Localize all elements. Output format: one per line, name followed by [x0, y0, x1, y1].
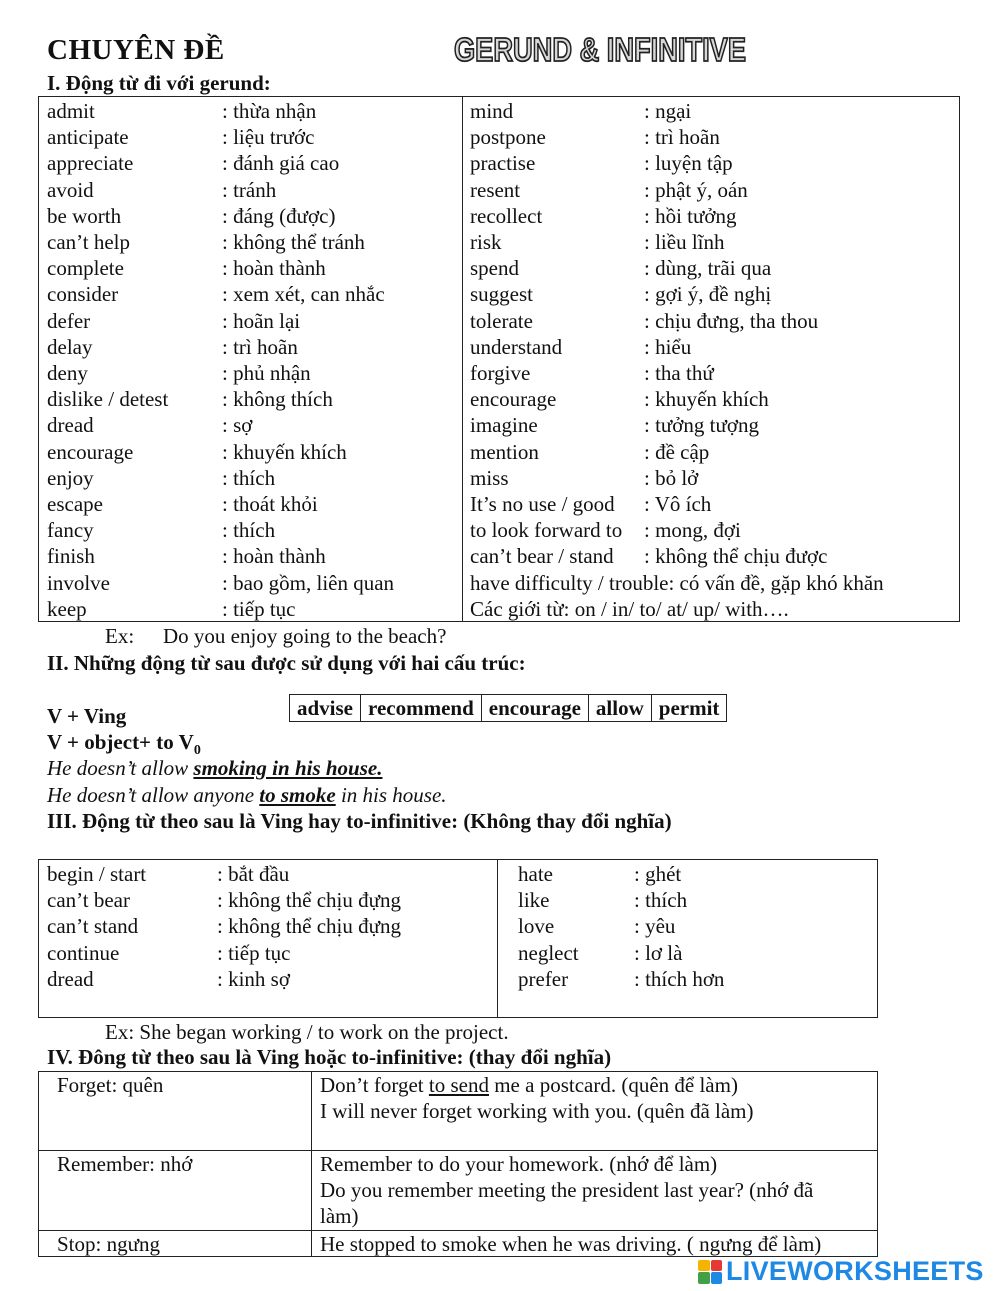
gerund-verb-meaning: : thích	[222, 465, 276, 490]
no-change-verb-row	[498, 861, 877, 887]
gerund-verb-row	[39, 150, 462, 176]
gerund-verb-meaning: : đánh giá cao	[222, 151, 340, 176]
section-2-example-2-underlined: to smoke	[259, 783, 336, 807]
gerund-verb-meaning: : tưởng tượng	[644, 413, 759, 438]
gerund-verb-verb: enjoy	[47, 465, 94, 490]
gerund-verb-row	[39, 308, 462, 334]
gerund-verb-meaning: : không thể chịu được	[644, 544, 828, 569]
gerund-verb-row	[39, 281, 462, 307]
forget-example-1	[320, 1072, 738, 1098]
gerund-verb-row	[39, 255, 462, 281]
gerund-note-row	[463, 596, 959, 622]
gerund-verb-verb: practise	[470, 151, 536, 176]
no-change-verb-verb: can’t stand	[47, 914, 139, 939]
gerund-verb-verb: avoid	[47, 177, 94, 202]
gerund-verb-verb: risk	[470, 230, 502, 254]
gerund-verb-row	[463, 439, 959, 465]
gerund-verb-verb: forgive	[470, 361, 531, 385]
two-structure-verbs-table	[289, 694, 727, 722]
gerund-verb-verb: encourage	[470, 387, 557, 412]
gerund-verb-verb: suggest	[470, 282, 533, 307]
gerund-verb-verb: to look forward to	[470, 518, 623, 543]
no-change-verb-verb: hate	[518, 862, 553, 886]
no-change-verb-row	[39, 966, 497, 992]
gerund-verb-meaning: : trì hoãn	[222, 334, 298, 359]
gerund-verb-meaning: : ngại	[644, 99, 692, 123]
gerund-verb-meaning: : trì hoãn	[644, 125, 720, 150]
gerund-verb-row	[39, 360, 462, 386]
gerund-note-row	[463, 570, 959, 596]
gerund-verb-verb: defer	[47, 308, 91, 333]
gerund-verb-row	[39, 412, 462, 438]
gerund-verb-row	[463, 203, 959, 229]
gerund-verb-row	[39, 386, 462, 412]
no-change-verb-verb: neglect	[518, 940, 579, 965]
gerund-verb-verb: recollect	[470, 203, 543, 228]
pattern-v-object-to-v	[47, 730, 201, 759]
gerund-verbs-left-column	[39, 97, 462, 621]
gerund-verb-row	[463, 386, 959, 412]
section-2-example-2-tail: in his house.	[335, 783, 447, 807]
gerund-verbs-table	[38, 96, 960, 622]
example-1-label: Ex:	[105, 624, 135, 648]
gerund-verb-verb: deny	[47, 361, 88, 385]
gerund-note-verb: have difficulty / trouble: có vấn đề, gặp khó khăn	[470, 570, 884, 595]
verb-chip-recommend: recommend	[361, 695, 482, 722]
liveworksheets-brand: LIVEWORKSHEETS	[726, 1256, 984, 1286]
no-change-verb-verb: like	[518, 888, 550, 913]
gerund-verb-meaning: : khuyến khích	[222, 439, 347, 464]
pattern-v-ving: V + Ving	[47, 704, 127, 728]
gerund-verb-row	[39, 517, 462, 543]
no-change-verb-row	[498, 913, 877, 939]
gerund-verb-verb: dislike / detest	[47, 387, 169, 412]
gerund-verb-verb: tolerate	[470, 308, 533, 333]
gerund-verb-meaning: : không thể tránh	[222, 230, 365, 254]
no-change-verb-meaning: : không thể chịu đựng	[217, 914, 402, 939]
gerund-verb-row	[39, 124, 462, 150]
gerund-verb-row	[463, 517, 959, 543]
gerund-verb-meaning: : tiếp tục	[222, 596, 296, 621]
gerund-verb-row	[463, 334, 959, 360]
pattern-subscript: 0	[193, 743, 201, 759]
gerund-verb-row	[39, 334, 462, 360]
gerund-verb-verb: finish	[47, 544, 95, 569]
remember-example-2-cont: làm)	[320, 1204, 359, 1228]
gerund-verb-meaning: : không thích	[222, 387, 333, 412]
topic-banner-text: GERUND & INFINITIVE	[454, 31, 746, 68]
gerund-verb-verb: fancy	[47, 518, 94, 543]
pattern-v-object-to-v-text: V + object+ to V	[47, 730, 194, 754]
no-change-verb-meaning: : yêu	[634, 914, 676, 939]
section-2-example-2-text: He doesn’t allow anyone	[47, 783, 260, 807]
no-change-verb-meaning: : tiếp tục	[217, 940, 291, 965]
example-1-text: Do you enjoy going to the beach?	[163, 624, 447, 648]
no-change-verb-row	[498, 966, 877, 992]
gerund-verb-meaning: : khuyến khích	[644, 387, 769, 412]
gerund-verb-meaning: : Vô ích	[644, 492, 712, 516]
no-change-verb-row	[498, 940, 877, 966]
gerund-verb-verb: involve	[47, 570, 110, 595]
gerund-verb-meaning: : thích	[222, 518, 276, 543]
gerund-verb-verb: encourage	[47, 439, 134, 464]
gerund-verb-row	[463, 412, 959, 438]
gerund-verb-row	[463, 281, 959, 307]
gerund-verb-verb: appreciate	[47, 151, 134, 176]
gerund-verb-meaning: : hồi tưởng	[644, 203, 737, 228]
forget-example-1-text: Don’t forget	[320, 1073, 429, 1097]
gerund-verb-verb: spend	[470, 256, 519, 281]
section-3-heading: III. Động từ theo sau là Ving hay to-infinitive: (Không thay đổi nghĩa)	[47, 809, 672, 833]
gerund-verb-row	[39, 570, 462, 596]
gerund-verb-row	[463, 98, 959, 124]
gerund-verb-meaning: : liệu trước	[222, 125, 315, 150]
remember-example-2: Do you remember meeting the president last year? (nhớ đã	[320, 1178, 814, 1202]
section-2-heading: II. Những động từ sau được sử dụng với hai cấu trúc:	[47, 651, 526, 675]
gerund-verb-row	[39, 229, 462, 255]
no-change-verb-verb: can’t bear	[47, 888, 130, 913]
gerund-verb-row	[39, 177, 462, 203]
no-change-verb-meaning: : ghét	[634, 862, 682, 886]
gerund-verb-row	[463, 360, 959, 386]
gerund-verb-meaning: : hoàn thành	[222, 256, 326, 281]
no-change-verb-verb: love	[518, 914, 555, 939]
gerund-verb-meaning: : bao gồm, liên quan	[222, 570, 395, 595]
gerund-verb-meaning: : mong, đợi	[644, 518, 741, 543]
forget-example-1-tail: me a postcard. (quên để làm)	[488, 1073, 738, 1097]
gerund-verb-verb: complete	[47, 256, 124, 281]
topic-banner	[452, 27, 752, 77]
gerund-verb-row	[39, 98, 462, 124]
gerund-verb-row	[463, 124, 959, 150]
gerund-verb-row	[463, 229, 959, 255]
remember-label: Remember: nhớ	[57, 1152, 193, 1176]
gerund-verbs-right-column	[463, 97, 959, 621]
verb-chip-advise: advise	[290, 695, 361, 722]
gerund-verb-meaning: : đề cập	[644, 439, 710, 464]
gerund-verb-meaning: : thừa nhận	[222, 99, 317, 123]
no-change-right-column	[498, 860, 877, 1017]
no-change-verb-row	[39, 887, 497, 913]
forget-example-1-underlined: to send	[428, 1073, 489, 1097]
no-change-verb-verb: prefer	[518, 966, 569, 991]
gerund-verb-verb: It’s no use / good	[470, 492, 615, 516]
gerund-verb-verb: keep	[47, 596, 87, 621]
gerund-verb-verb: miss	[470, 465, 509, 490]
gerund-verb-meaning: : dùng, trãi qua	[644, 256, 772, 281]
section-1-heading: I. Động từ đi với gerund:	[47, 71, 271, 95]
no-change-verb-meaning: : kinh sợ	[217, 966, 290, 991]
section-4-heading: IV. Đông từ theo sau là Ving hoặc to-infinitive: (thay đổi nghĩa)	[47, 1045, 612, 1069]
gerund-verb-meaning: : sợ	[222, 413, 253, 438]
gerund-verb-meaning: : hoàn thành	[222, 544, 326, 569]
gerund-verb-row	[39, 543, 462, 569]
gerund-verb-row	[463, 491, 959, 517]
gerund-verb-meaning: : liều lĩnh	[644, 230, 725, 254]
gerund-verb-row	[39, 596, 462, 622]
gerund-verb-row	[39, 491, 462, 517]
no-change-verb-verb: continue	[47, 940, 120, 965]
gerund-verb-verb: resent	[470, 177, 521, 202]
gerund-verb-verb: can’t bear / stand	[470, 544, 614, 569]
no-change-verb-meaning: : thích	[634, 888, 688, 913]
gerund-verb-row	[463, 255, 959, 281]
gerund-verb-meaning: : chịu đưng, tha thou	[644, 308, 819, 333]
gerund-verb-row	[39, 203, 462, 229]
gerund-verb-verb: escape	[47, 492, 103, 516]
gerund-verb-row	[463, 150, 959, 176]
gerund-verb-verb: mind	[470, 99, 514, 123]
verb-chip-encourage: encourage	[481, 695, 588, 722]
gerund-verb-meaning: : bỏ lở	[644, 465, 699, 490]
verb-chip-allow: allow	[588, 695, 651, 722]
section-3-example: Ex: She began working / to work on the project.	[105, 1020, 509, 1044]
gerund-verb-meaning: : phủ nhận	[222, 361, 311, 385]
two-structure-verbs-row	[290, 695, 727, 722]
gerund-verb-row	[463, 177, 959, 203]
gerund-verb-row	[463, 308, 959, 334]
gerund-verb-verb: delay	[47, 334, 93, 359]
gerund-verb-verb: can’t help	[47, 230, 130, 254]
section-2-example-1-underlined: smoking in his house.	[193, 756, 383, 780]
no-change-verb-row	[39, 913, 497, 939]
gerund-verb-meaning: : luyện tập	[644, 151, 733, 176]
liveworksheets-icon	[698, 1260, 722, 1284]
gerund-verb-verb: consider	[47, 282, 119, 307]
no-change-verb-meaning: : lơ là	[634, 940, 683, 965]
table-divider	[311, 1072, 312, 1256]
stop-label: Stop: ngưng	[57, 1232, 160, 1256]
forget-label: Forget: quên	[57, 1073, 164, 1097]
no-change-verb-verb: dread	[47, 966, 94, 991]
gerund-verb-verb: admit	[47, 99, 95, 123]
gerund-verb-meaning: : tránh	[222, 177, 277, 202]
gerund-verb-meaning: : hoãn lại	[222, 308, 301, 333]
section-2-example-1-text: He doesn’t allow	[47, 756, 194, 780]
no-change-verb-row	[498, 887, 877, 913]
no-change-verb-row	[39, 940, 497, 966]
gerund-verb-meaning: : gợi ý, đề nghị	[644, 282, 772, 307]
gerund-verb-verb: postpone	[470, 125, 546, 150]
forget-example-2: I will never forget working with you. (quên đã làm)	[320, 1099, 754, 1123]
no-change-verb-verb: begin / start	[47, 862, 147, 886]
liveworksheets-logo[interactable]	[698, 1256, 984, 1287]
gerund-verb-verb: mention	[470, 439, 539, 464]
gerund-verb-meaning: : xem xét, can nhắc	[222, 282, 385, 307]
gerund-verb-meaning: : thoát khỏi	[222, 492, 318, 516]
section-2-example-1	[47, 756, 382, 781]
gerund-verb-verb: be worth	[47, 203, 122, 228]
gerund-verb-verb: dread	[47, 413, 94, 438]
gerund-verb-row	[463, 465, 959, 491]
section-2-example-2	[47, 783, 447, 808]
verb-chip-permit: permit	[651, 695, 727, 722]
gerund-verb-meaning: : tha thứ	[644, 361, 714, 385]
no-change-verb-meaning: : bắt đầu	[217, 862, 290, 886]
gerund-verb-verb: imagine	[470, 413, 538, 438]
gerund-verb-verb: anticipate	[47, 125, 129, 150]
gerund-verb-row	[463, 543, 959, 569]
no-meaning-change-table	[38, 859, 878, 1018]
page-title: CHUYÊN ĐỀ	[47, 34, 225, 66]
stop-example-1: He stopped to smoke when he was driving. ( ngưng để làm)	[320, 1232, 822, 1256]
meaning-change-table	[38, 1071, 878, 1257]
gerund-verb-verb: understand	[470, 334, 563, 359]
no-change-verb-row	[39, 861, 497, 887]
gerund-verb-row	[39, 439, 462, 465]
gerund-verb-meaning: : hiểu	[644, 334, 692, 359]
no-change-verb-meaning: : không thể chịu đựng	[217, 888, 402, 913]
gerund-note-verb: Các giới từ: on / in/ to/ at/ up/ with….	[470, 596, 789, 621]
gerund-verb-meaning: : đáng (được)	[222, 203, 336, 228]
remember-example-1: Remember to do your homework. (nhớ để làm)	[320, 1152, 718, 1176]
gerund-verb-row	[39, 465, 462, 491]
no-change-verb-meaning: : thích hơn	[634, 966, 725, 991]
no-change-left-column	[39, 860, 497, 1017]
gerund-verb-meaning: : phật ý, oán	[644, 177, 748, 202]
